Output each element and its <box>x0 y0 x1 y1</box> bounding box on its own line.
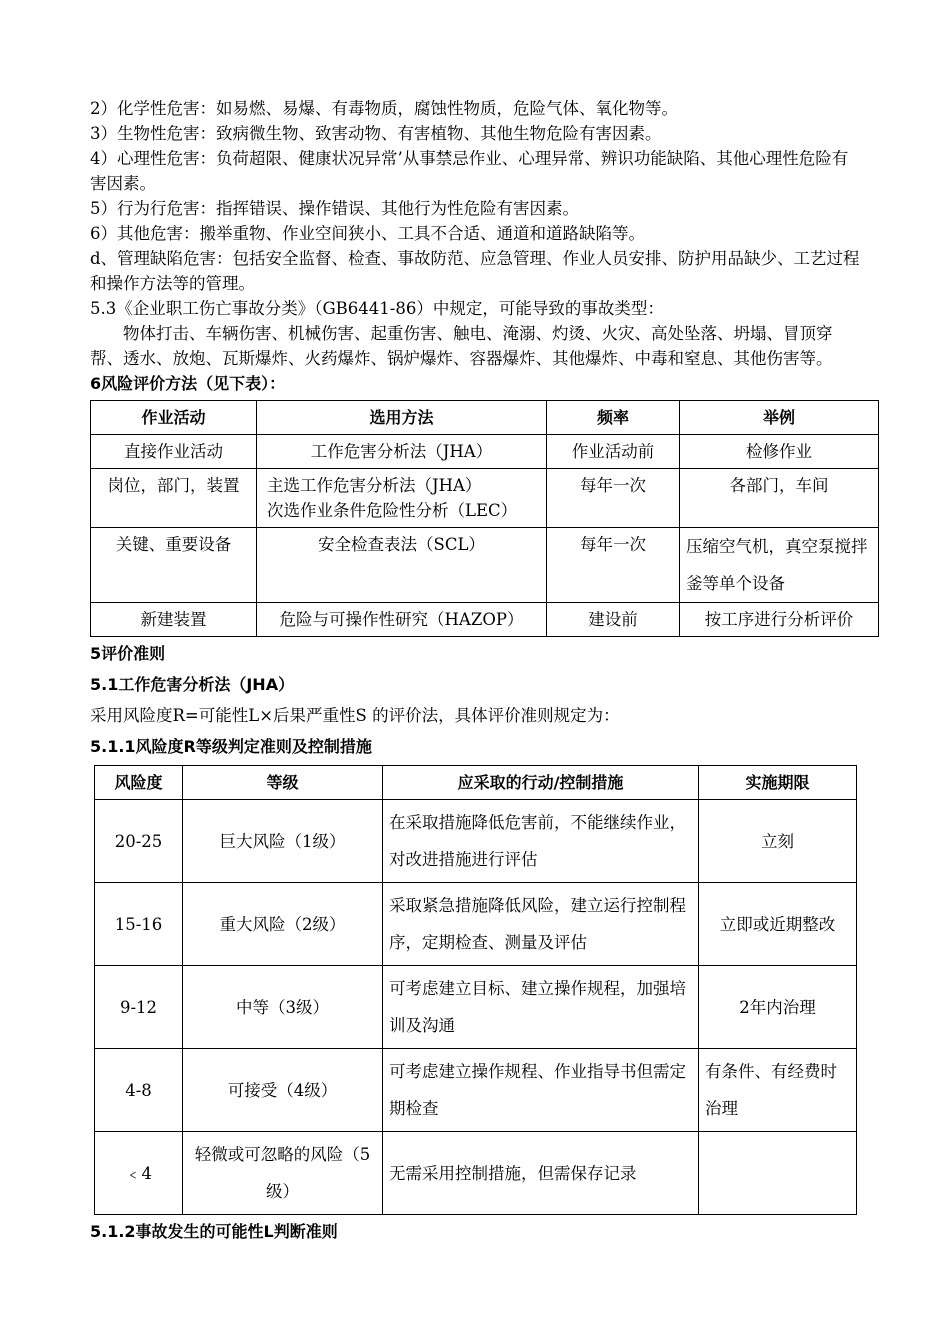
section51-text: 采用风险度R=可能性L×后果严重性S 的评价法，具体评价准则规定为： <box>90 706 620 725</box>
table-cell: 轻微或可忽略的风险（5级） <box>183 1132 383 1215</box>
header-cell: 作业活动 <box>91 401 257 435</box>
table-cell: 新建装置 <box>91 603 257 637</box>
table-cell: 每年一次 <box>547 469 680 528</box>
text-line: 4）心理性危害：负荷超限、健康状况异常’从事禁忌作业、心理异常、辨识功能缺陷、其他心理性危险有害因素。 <box>90 149 849 193</box>
text-line: 2）化学性危害：如易燃、易爆、有毒物质，腐蚀性物质，危险气体、氧化物等。 <box>90 99 678 118</box>
table-row <box>91 435 879 469</box>
table-cell: 中等（3级） <box>183 966 383 1049</box>
header-cell: 等级 <box>183 766 383 800</box>
header-cell: 选用方法 <box>257 401 547 435</box>
table-cell: 在采取措施降低危害前，不能继续作业，对改进措施进行评估 <box>383 800 699 883</box>
risk-level-table <box>94 765 857 1215</box>
text-line: 5.3《企业职工伤亡事故分类》（GB6441-86）中规定，可能导致的事故类型： <box>90 299 664 318</box>
table-cell: 2年内治理 <box>699 966 857 1049</box>
table-cell: 安全检查表法（SCL） <box>257 528 547 603</box>
table-cell: 无需采用控制措施，但需保存记录 <box>383 1132 699 1215</box>
text-line: 5）行为行危害：指挥错误、操作错误、其他行为性危险有害因素。 <box>90 199 579 218</box>
table-cell: 有条件、有经费时治理 <box>699 1049 857 1132</box>
table-cell: 按工序进行分析评价 <box>680 603 879 637</box>
table-cell: 直接作业活动 <box>91 435 257 469</box>
table-cell: 每年一次 <box>547 528 680 603</box>
table-row <box>95 1132 857 1215</box>
table-row <box>95 883 857 966</box>
table-cell: 巨大风险（1级） <box>183 800 383 883</box>
table-cell: 关键、重要设备 <box>91 528 257 603</box>
table-cell: 可考虑建立操作规程、作业指导书但需定期检查 <box>383 1049 699 1132</box>
document-page <box>90 96 868 1244</box>
cell-line: 主选工作危害分析法（JHA） <box>267 476 482 495</box>
table-row <box>91 603 879 637</box>
table-cell: 作业活动前 <box>547 435 680 469</box>
table-row <box>95 800 857 883</box>
table-row <box>95 966 857 1049</box>
table-cell: 15-16 <box>95 883 183 966</box>
header-cell: 应采取的行动/控制措施 <box>383 766 699 800</box>
text-line: 6）其他危害：搬举重物、作业空间狭小、工具不合适、通道和道路缺陷等。 <box>90 224 645 243</box>
table-cell: 危险与可操作性研究（HAZOP） <box>257 603 547 637</box>
table-cell: 20-25 <box>95 800 183 883</box>
table-cell: ﹤4 <box>95 1132 183 1215</box>
table-cell: 压缩空气机，真空泵搅拌釜等单个设备 <box>680 528 879 603</box>
cell-line: 次选作业条件危险性分析（LEC） <box>267 501 518 520</box>
table-cell: 采取紧急措施降低风险，建立运行控制程序，定期检查、测量及评估 <box>383 883 699 966</box>
header-cell: 实施期限 <box>699 766 857 800</box>
section5-heading: 5评价准则 <box>90 644 166 663</box>
section51-heading: 5.1工作危害分析法（JHA） <box>90 675 295 694</box>
table-cell: 立刻 <box>699 800 857 883</box>
table-cell <box>699 1132 857 1215</box>
table-cell <box>257 469 547 528</box>
section6-heading: 6风险评价方法（见下表）： <box>90 374 286 393</box>
table-row <box>91 469 879 528</box>
table-cell: 可接受（4级） <box>183 1049 383 1132</box>
table-cell: 4-8 <box>95 1049 183 1132</box>
table-header-row <box>95 766 857 800</box>
table-cell: 各部门，车间 <box>680 469 879 528</box>
table-row <box>95 1049 857 1132</box>
header-cell: 风险度 <box>95 766 183 800</box>
section511-heading: 5.1.1风险度R等级判定准则及控制措施 <box>90 737 372 756</box>
table-cell: 建设前 <box>547 603 680 637</box>
text-line: 3）生物性危害：致病微生物、致害动物、有害植物、其他生物危险有害因素。 <box>90 124 662 143</box>
table-cell: 检修作业 <box>680 435 879 469</box>
header-cell: 频率 <box>547 401 680 435</box>
risk-method-table <box>90 400 879 637</box>
table-cell: 可考虑建立目标、建立操作规程，加强培训及沟通 <box>383 966 699 1049</box>
table-cell: 工作危害分析法（JHA） <box>257 435 547 469</box>
table-header-row <box>91 401 879 435</box>
table-cell: 9-12 <box>95 966 183 1049</box>
table-cell: 重大风险（2级） <box>183 883 383 966</box>
accident-types-paragraph: 物体打击、车辆伤害、机械伤害、起重伤害、触电、淹溺、灼烫、火灾、高处坠落、坍塌、冒顶穿帮、透水、放炮、瓦斯爆炸、火药爆炸、锅炉爆炸、容器爆炸、其他爆炸、中毒和窒息、其他伤害等。 <box>90 324 833 368</box>
text-line: d、管理缺陷危害：包括安全监督、检查、事故防范、应急管理、作业人员安排、防护用品缺少、工艺过程和操作方法等的管理。 <box>90 249 860 293</box>
table-cell: 立即或近期整改 <box>699 883 857 966</box>
section512-heading: 5.1.2事故发生的可能性L判断准则 <box>90 1222 338 1241</box>
table-row <box>91 528 879 603</box>
table-cell: 岗位，部门，装置 <box>91 469 257 528</box>
header-cell: 举例 <box>680 401 879 435</box>
